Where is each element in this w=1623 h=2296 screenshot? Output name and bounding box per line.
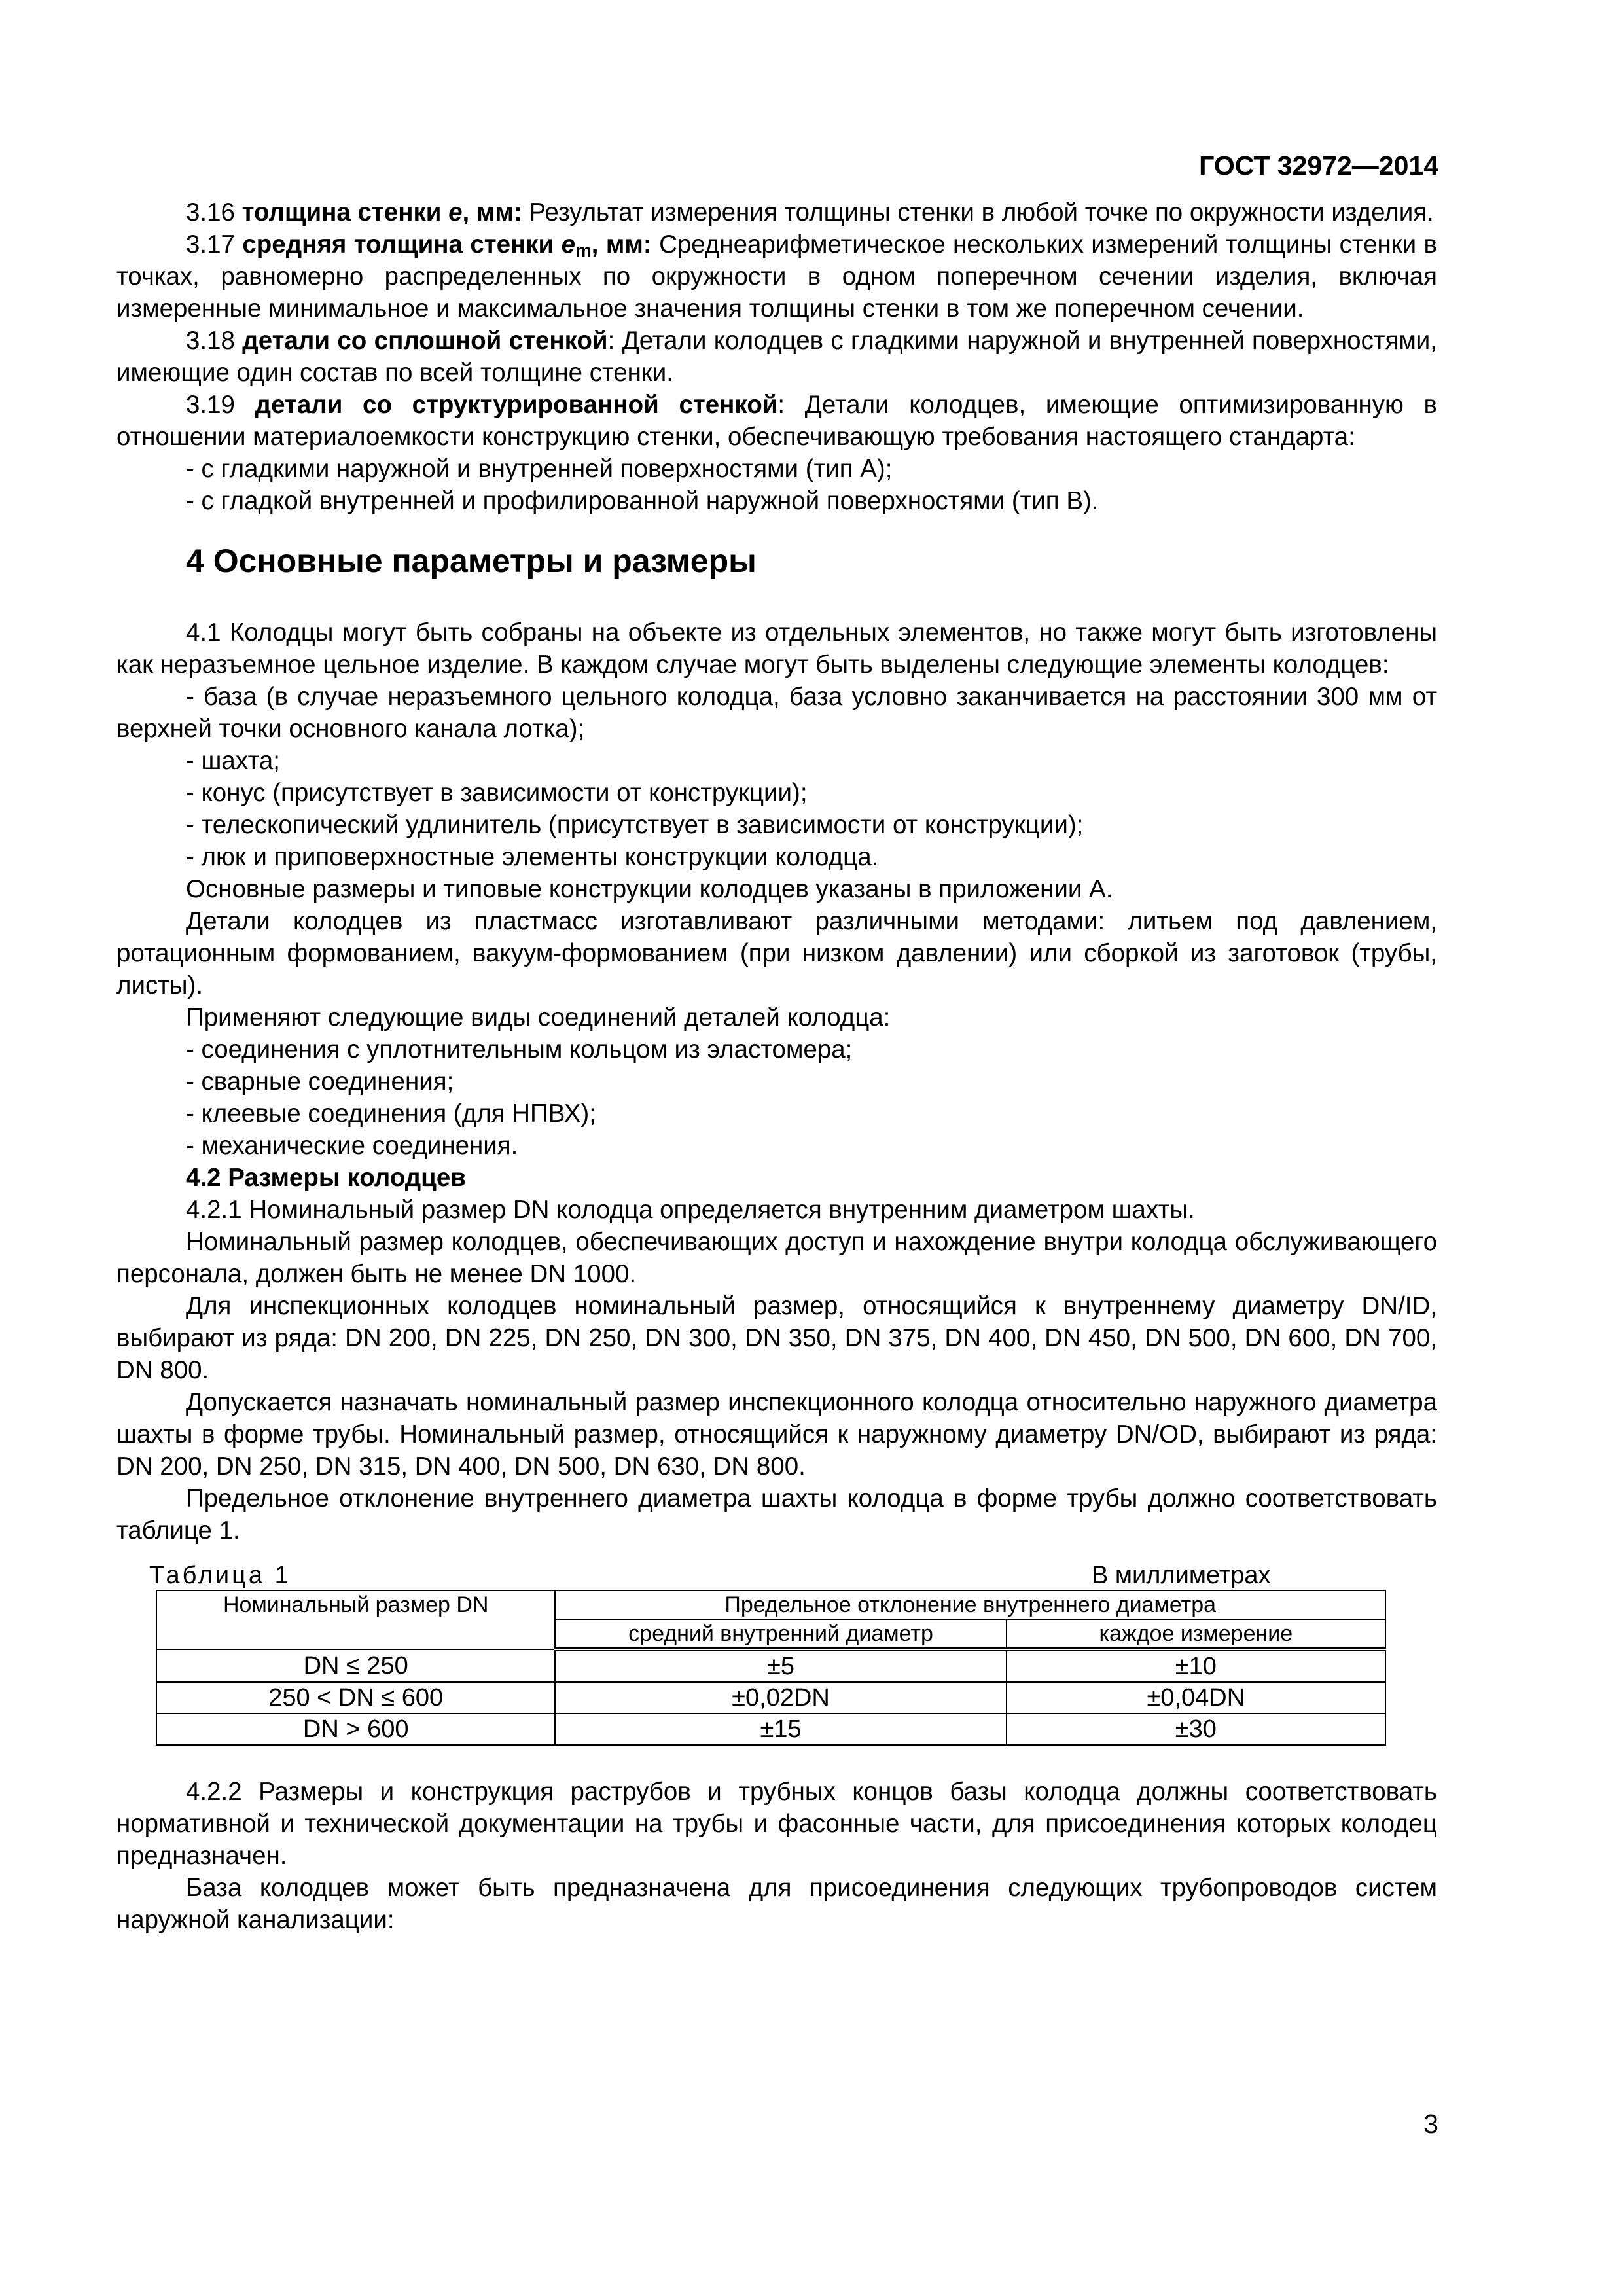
subsection-heading: 4.2 Размеры колодцев <box>186 1164 466 1192</box>
list-item-base: - база (в случае неразъемного цельного колодца, база условно заканчивается на расстоянии 300 мм от верхней точки основного канала лотка); <box>116 683 1437 743</box>
definition-text: Среднеарифметическое нескольких измерений толщины стенки в точках, равномерно распределенных по окружности в одном поперечном сечении изделия, включая измеренные минимальное и максимальное значения толщины стенки в том же поперечном сечении. <box>116 230 1437 323</box>
clause-3-16 <box>116 196 1437 228</box>
list-item: - соединения с уплотнительным кольцом из эластомера; <box>186 1035 853 1064</box>
column-header-group: Предельное отклонение внутреннего диаметра <box>555 1590 1385 1619</box>
list-item: - сварные соединения; <box>186 1067 454 1096</box>
term-variable-subscript: m <box>575 240 592 261</box>
page-content <box>116 196 1437 1936</box>
clause-4-2-2: 4.2.2 Размеры и конструкция раструбов и трубных концов базы колодца должны соответствовать нормативной и технической документации на трубы и фасонные части, для присоединения которых колодец предназначен. <box>116 1778 1437 1870</box>
term: детали со структурированной стенкой <box>255 391 778 419</box>
term-variable: e <box>448 198 463 226</box>
list-item: - с гладкой внутренней и профилированной наружной поверхностями (тип В). <box>186 487 1099 515</box>
term-unit: , мм: <box>591 230 652 259</box>
list-item: - клеевые соединения (для НПВХ); <box>186 1100 596 1128</box>
cell-mean: ±15 <box>555 1713 1006 1745</box>
cell-each: ±0,04DN <box>1007 1682 1385 1713</box>
table-row <box>156 1713 1385 1745</box>
paragraph: Детали колодцев из пластмасс изготавливают различными методами: литьем под давлением, ротационным формованием, вакуум-формованием (при низком давлении) или сборкой из заготовок (трубы, листы). <box>116 907 1437 999</box>
term-variable: e <box>561 230 576 259</box>
table-1-heading <box>116 1561 1437 1590</box>
cell-dn: DN > 600 <box>156 1713 555 1745</box>
column-header-mean: средний внутренний диаметр <box>555 1619 1006 1649</box>
cell-each: ±30 <box>1007 1713 1385 1745</box>
document-number-header: ГОСТ 32972—2014 <box>1199 151 1438 181</box>
clause-3-19 <box>116 389 1437 453</box>
paragraph: Для инспекционных колодцев номинальный размер, относящийся к внутреннему диаметру DN/ID, выбирают из ряда: DN 200, DN 225, DN 250, DN 300, DN 350, DN 375, DN 400, DN 450, DN 500, DN 600, DN 700, DN 800. <box>116 1292 1437 1384</box>
term: детали со сплошной стенкой <box>242 327 608 355</box>
page-number: 3 <box>1423 2109 1438 2139</box>
clause-number: 3.19 <box>186 391 255 419</box>
cell-dn: 250 < DN ≤ 600 <box>156 1682 555 1713</box>
paragraph: Допускается назначать номинальный размер инспекционного колодца относительно наружного диаметра шахты в форме трубы. Номинальный размер, относящийся к наружному диаметру DN/OD, выбирают из ряда: DN 200, DN 250, DN 315, DN 400, DN 500, DN 630, DN 800. <box>116 1388 1437 1480</box>
paragraph: Номинальный размер колодцев, обеспечивающих доступ и нахождение внутри колодца обслуживающего персонала, должен быть не менее DN 1000. <box>116 1228 1437 1288</box>
list-item: - конус (присутствует в зависимости от конструкции); <box>186 779 808 807</box>
column-header-nominal: Номинальный размер DN <box>156 1590 555 1649</box>
term: толщина стенки <box>241 198 449 226</box>
definition-text: : Детали колодцев, имеющие оптимизированную в отношении материалоемкости конструкцию стенки, обеспечивающую требования настоящего стандарта: <box>116 391 1437 451</box>
term-unit: , мм: <box>462 198 522 226</box>
table-caption: Таблица 1 <box>149 1562 291 1589</box>
table-row <box>156 1649 1385 1682</box>
paragraph: Предельное отклонение внутреннего диаметра шахты колодца в форме трубы должно соответствовать таблице 1. <box>116 1484 1437 1545</box>
table-1 <box>156 1590 1386 1746</box>
clause-4-1-intro: 4.1 Колодцы могут быть собраны на объекте из отдельных элементов, но также могут быть изготовлены как неразъемное цельное изделие. В каждом случае могут быть выделены следующие элементы колодцев: <box>116 619 1437 679</box>
cell-each: ±10 <box>1007 1649 1385 1682</box>
cell-dn: DN ≤ 250 <box>156 1649 555 1682</box>
clause-number: 3.16 <box>186 198 242 226</box>
definition-text: Результат измерения толщины стенки в любой точке по окружности изделия. <box>522 198 1434 226</box>
clause-4-2-1: 4.2.1 Номинальный размер DN колодца определяется внутренним диаметром шахты. <box>186 1196 1195 1224</box>
table-units: В миллиметрах <box>1092 1562 1271 1589</box>
clause-3-18 <box>116 325 1437 389</box>
cell-mean: ±0,02DN <box>555 1682 1006 1713</box>
paragraph: База колодцев может быть предназначена для присоединения следующих трубопроводов систем наружной канализации: <box>116 1874 1437 1934</box>
paragraph: Применяют следующие виды соединений деталей колодца: <box>186 1003 891 1031</box>
section-heading: 4 Основные параметры и размеры <box>186 543 757 579</box>
spacer <box>116 1746 1437 1776</box>
paragraph: Основные размеры и типовые конструкции колодцев указаны в приложении А. <box>186 875 1113 903</box>
table-row <box>156 1682 1385 1713</box>
column-header-each: каждое измерение <box>1007 1619 1385 1649</box>
list-item: - телескопический удлинитель (присутствует в зависимости от конструкции); <box>186 811 1084 839</box>
cell-mean: ±5 <box>555 1649 1006 1682</box>
list-item: - люк и приповерхностные элементы конструкции колодца. <box>186 843 879 871</box>
clause-number: 3.17 <box>186 230 243 259</box>
term: средняя толщина стенки <box>242 230 562 259</box>
definition-text: : Детали колодцев с гладкими наружной и внутренней поверхностями, имеющие один состав по всей толщине стенки. <box>116 327 1437 387</box>
list-item: - механические соединения. <box>186 1132 518 1160</box>
list-item: - с гладкими наружной и внутренней поверхностями (тип А); <box>186 455 893 483</box>
clause-3-17 <box>116 228 1437 325</box>
list-item: - шахта; <box>186 747 280 775</box>
clause-number: 3.18 <box>186 327 243 355</box>
